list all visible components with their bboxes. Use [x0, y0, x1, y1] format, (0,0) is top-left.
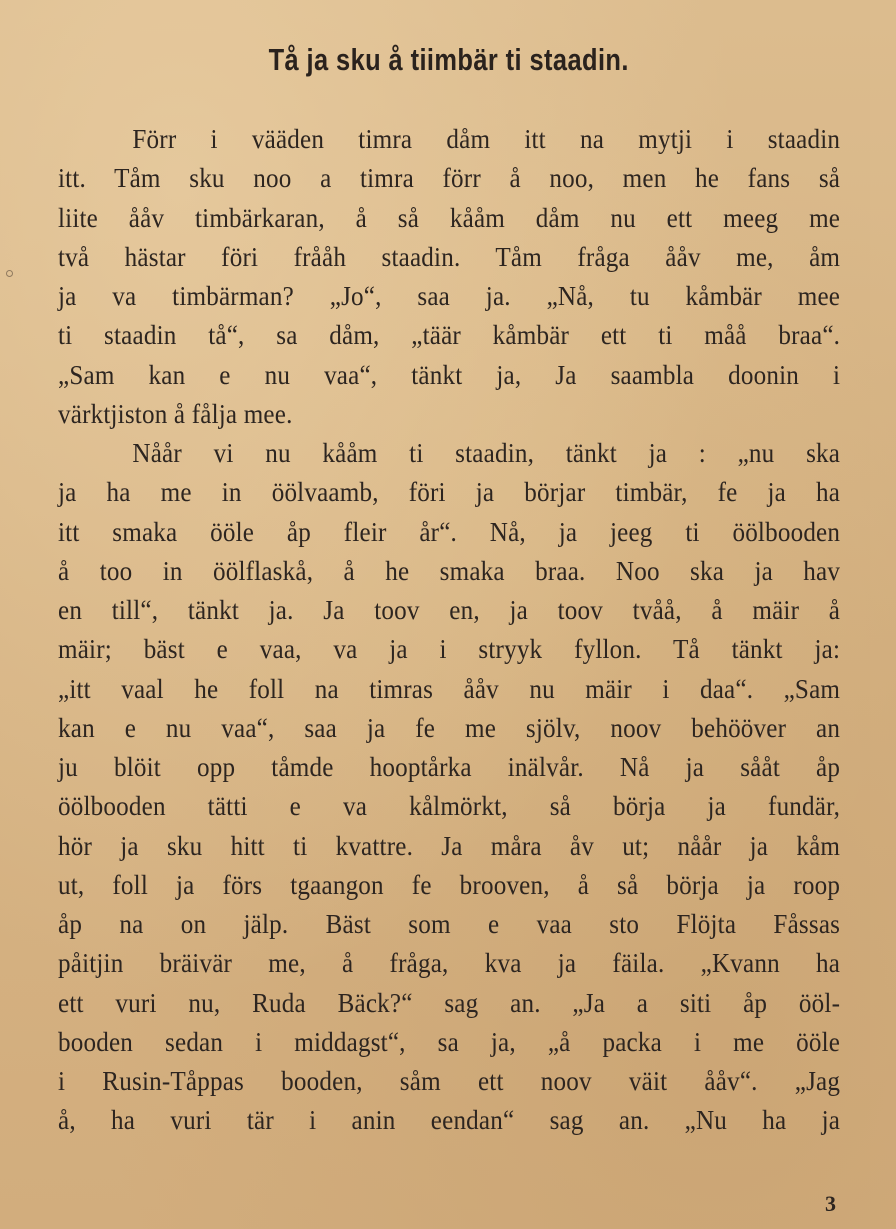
text-line: å, ha vuri tär i anin eendan“ sag an. „Nu ha ja: [58, 1105, 841, 1136]
text-line: påitjin bräivär me, å fråga, kva ja fäila. „Kvann ha: [58, 948, 841, 979]
page-number: 3: [825, 1191, 836, 1216]
text-line: ju blöit opp tåmde hooptårka inälvår. Nå ja sååt åp: [58, 752, 841, 782]
text-line: itt smaka ööle åp fleir år“. Nå, ja jeeg ti öölbooden: [58, 516, 841, 547]
text-line: en till“, tänkt ja. Ja toov en, ja toov tvåå, å mäir å: [58, 595, 841, 625]
text-line: „itt vaal he foll na timras ååv nu mäir i daa“. „Sam: [58, 673, 841, 704]
page-title: Tå ja sku å tiimbär ti staadin.: [268, 42, 629, 77]
paper-speck: [6, 270, 13, 277]
text-line: itt. Tåm sku noo a timra förr å noo, men he fans så: [58, 163, 841, 194]
text-line: booden sedan i middagst“, sa ja, „å packa i me ööle: [58, 1026, 841, 1057]
text-line: värktjiston å fålja mee.: [58, 398, 293, 429]
text-line: ja va timbärman? „Jo“, saa ja. „Nå, tu kåmbär mee: [58, 281, 841, 311]
text-line: ja ha me in öölvaamb, föri ja börjar timbär, fe ja ha: [58, 477, 841, 508]
text-line: ett vuri nu, Ruda Bäck?“ sag an. „Ja a siti åp ööl-: [58, 987, 841, 1018]
text-line: Nåår vi nu kååm ti staadin, tänkt ja : „nu ska: [132, 438, 841, 468]
text-line: liite ååv timbärkaran, å så kååm dåm nu ett meeg me: [58, 202, 841, 233]
text-line: ti staadin tå“, sa dåm, „täär kåmbär ett ti måå braa“.: [58, 320, 841, 351]
text-line: å too in öölflaskå, å he smaka braa. Noo ska ja hav: [58, 555, 841, 586]
text-line: åp na on jälp. Bäst som e vaa sto Flöjta Fåssas: [58, 909, 841, 939]
text-line: öölbooden tätti e va kålmörkt, så börja ja fundär,: [58, 791, 841, 822]
text-line: kan e nu vaa“, saa ja fe me sjölv, noov behööver an: [58, 712, 841, 743]
text-line: två hästar föri frååh staadin. Tåm fråga ååv me, åm: [58, 241, 841, 272]
text-line: ut, foll ja förs tgaangon fe brooven, å så börja ja roop: [58, 869, 841, 900]
text-line: hör ja sku hitt ti kvattre. Ja måra åv ut; nåår ja kåm: [58, 830, 841, 861]
text-line: „Sam kan e nu vaa“, tänkt ja, Ja saambla doonin i: [58, 359, 841, 390]
text-line: mäir; bäst e vaa, va ja i stryyk fyllon. Tå tänkt ja:: [58, 634, 841, 665]
text-line: Förr i vääden timra dåm itt na mytji i staadin: [132, 124, 841, 154]
body-text: [58, 120, 840, 1141]
text-line: i Rusin-Tåppas booden, såm ett noov väit ååv“. „Jag: [58, 1066, 841, 1096]
